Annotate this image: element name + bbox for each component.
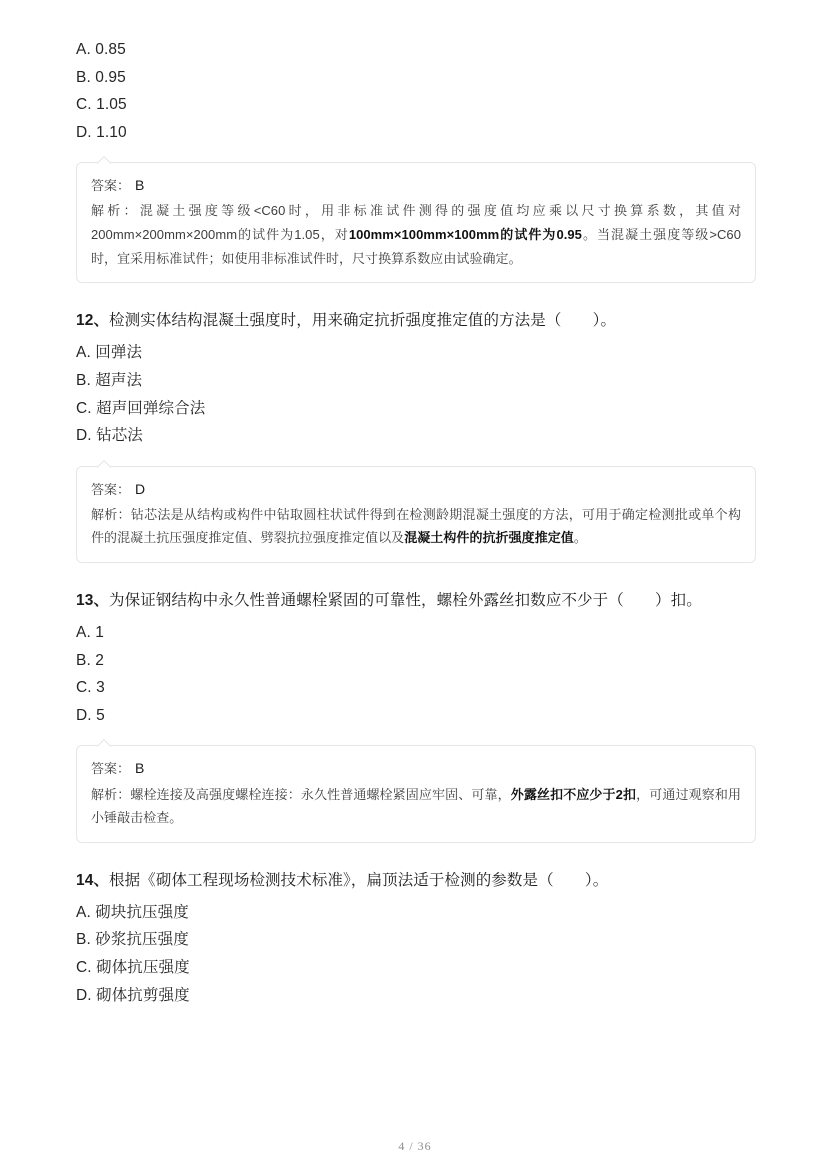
question-block-14 xyxy=(76,869,756,1009)
option-item[interactable]: D. 砌体抗剪强度 xyxy=(76,986,190,1004)
question-stem xyxy=(76,309,756,333)
analysis-run: 。当混凝土强度等级>C60时，宜采用标准试件；如使用非标准试件时，尺寸换算系数应由试验确定。 xyxy=(91,227,741,266)
analysis-text xyxy=(91,199,741,270)
option-item[interactable]: D. 5 xyxy=(76,706,105,724)
analysis-run: 解析：钻芯法是从结构或构件中钻取圆柱状试件得到在检测龄期混凝土强度的方法，可用于确定检测批或单个构件的混凝土抗压强度推定值、劈裂抗拉强度推定值以及 xyxy=(91,506,741,546)
question-number: 12、 xyxy=(76,312,110,330)
option-item[interactable]: C. 1.05 xyxy=(76,96,127,114)
analysis-text xyxy=(91,503,741,550)
option-item[interactable]: C. 超声回弹综合法 xyxy=(76,399,206,417)
answer-value: B xyxy=(135,177,145,194)
question-block-11 xyxy=(76,36,756,283)
option-item[interactable]: D. 1.10 xyxy=(76,123,127,141)
diamond-marker-icon xyxy=(97,460,111,474)
analysis-run: 解析：螺栓连接及高强度螺栓连接：永久性普通螺栓紧固应牢固、可靠， xyxy=(91,786,511,802)
question-stem xyxy=(76,869,756,893)
answer-label: 答案： xyxy=(91,178,131,194)
answer-line xyxy=(91,478,741,501)
analysis-emphasis: 外露丝扣不应少于2扣 xyxy=(510,786,637,802)
question-block-12 xyxy=(76,309,756,563)
option-item[interactable]: B. 砂浆抗压强度 xyxy=(76,931,189,949)
answer-value: D xyxy=(135,480,146,497)
analysis-text xyxy=(91,783,741,830)
option-item[interactable]: D. 钻芯法 xyxy=(76,427,143,445)
option-item[interactable]: C. 砌体抗压强度 xyxy=(76,959,190,977)
option-item[interactable]: B. 超声法 xyxy=(76,371,143,389)
option-item[interactable]: A. 回弹法 xyxy=(76,344,143,362)
diamond-marker-icon xyxy=(97,156,111,170)
analysis-emphasis: 100mm×100mm×100mm的试件为0.95 xyxy=(348,227,582,243)
question-number: 14、 xyxy=(76,871,110,889)
answer-card xyxy=(76,162,756,283)
question-text: 检测实体结构混凝土强度时，用来确定抗折强度推定值的方法是（ ）。 xyxy=(109,312,617,330)
diamond-marker-icon xyxy=(97,739,111,753)
analysis-run: ，可通过观察和用小锤敲击检查。 xyxy=(91,786,742,826)
answer-line xyxy=(91,757,741,780)
question-number: 13、 xyxy=(76,592,110,610)
answer-card xyxy=(76,745,756,842)
answer-card xyxy=(76,466,756,563)
answer-label: 答案： xyxy=(91,761,131,777)
option-item[interactable]: C. 3 xyxy=(76,679,105,697)
page-footer: 4 / 36 xyxy=(398,1139,432,1153)
option-item[interactable]: A. 1 xyxy=(76,624,104,642)
analysis-run: 。 xyxy=(573,530,587,546)
page-content xyxy=(76,36,756,1009)
answer-label: 答案： xyxy=(91,481,131,497)
question-text: 为保证钢结构中永久性普通螺栓紧固的可靠性，螺栓外露丝扣数应不少于（ ）扣。 xyxy=(109,592,702,610)
question-stem xyxy=(76,589,756,613)
question-text: 根据《砌体工程现场检测技术标准》，扁顶法适于检测的参数是（ ）。 xyxy=(109,871,609,889)
question-block-13 xyxy=(76,589,756,843)
option-item[interactable]: A. 0.85 xyxy=(76,41,126,58)
answer-line xyxy=(91,174,741,197)
analysis-emphasis: 混凝土构件的抗折强度推定值 xyxy=(404,530,574,546)
option-item[interactable]: A. 砌块抗压强度 xyxy=(76,903,189,921)
option-item[interactable]: B. 0.95 xyxy=(76,68,126,86)
answer-value: B xyxy=(135,760,145,777)
option-item[interactable]: B. 2 xyxy=(76,651,104,669)
analysis-run: 解析：混凝土强度等级<C60时，用非标准试件测得的强度值均应乘以尺寸换算系数，其值对200mm×200mm×200mm的试件为1.05，对 xyxy=(91,203,741,243)
